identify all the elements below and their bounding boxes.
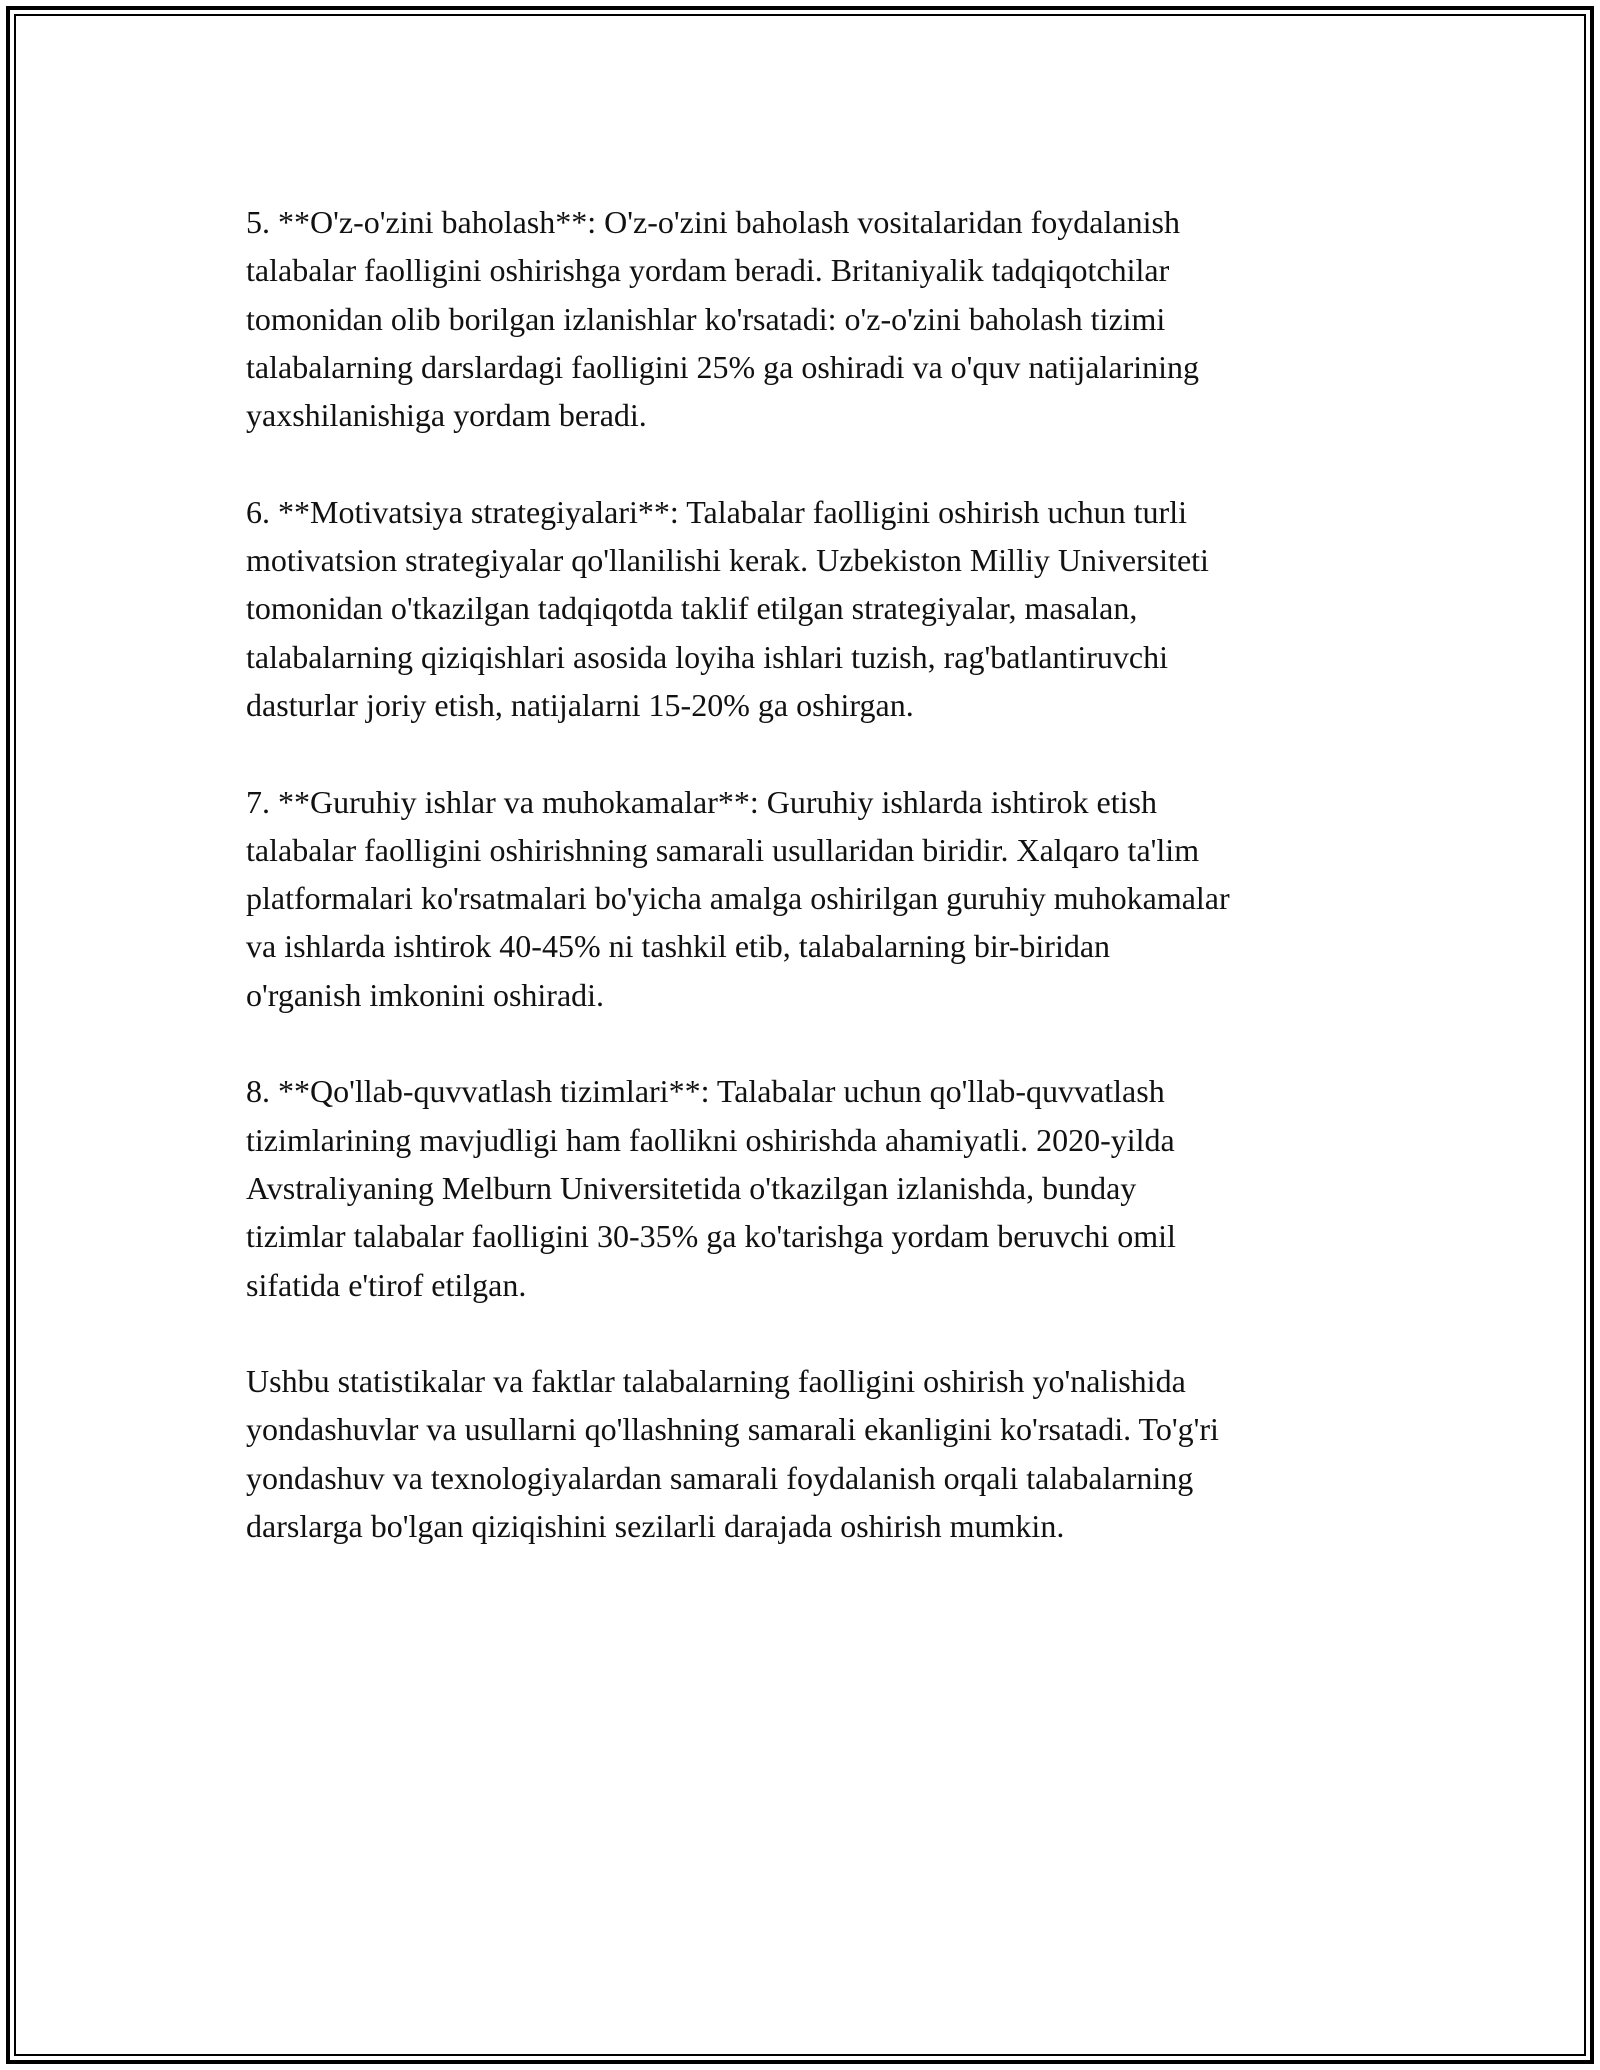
text-line: tomonidan o'tkazilgan tadqiqotda taklif etilgan strategiyalar, masalan, — [246, 590, 1138, 627]
paragraph-support-systems — [246, 1067, 1396, 1308]
document-body — [246, 198, 1396, 1599]
paragraph-self-assessment — [246, 198, 1396, 439]
text-line: Avstraliyaning Melburn Universitetida o'tkazilgan izlanishda, bunday — [246, 1169, 1137, 1206]
text-line: 8. **Qo'llab-quvvatlash tizimlari**: Talabalar uchun qo'llab-quvvatlash — [246, 1073, 1165, 1110]
paragraph-motivation-strategies — [246, 488, 1396, 729]
text-line: o'rganish imkonini oshiradi. — [246, 976, 605, 1013]
text-line: talabalar faolligini oshirishning samarali usullaridan biridir. Xalqaro ta'lim — [246, 831, 1200, 868]
page-frame — [6, 6, 1594, 2064]
text-line: 7. **Guruhiy ishlar va muhokamalar**: Guruhiy ishlarda ishtirok etish — [246, 783, 1157, 820]
text-line: darslarga bo'lgan qiziqishini sezilarli darajada oshirish mumkin. — [246, 1508, 1065, 1545]
text-line: Ushbu statistikalar va faktlar talabalarning faolligini oshirish yo'nalishida — [246, 1363, 1186, 1400]
text-line: tomonidan olib borilgan izlanishlar ko'rsatadi: o'z-o'zini baholash tizimi — [246, 300, 1166, 337]
text-line: platformalari ko'rsatmalari bo'yicha amalga oshirilgan guruhiy muhokamalar — [246, 880, 1230, 917]
text-line: talabalarning darslardagi faolligini 25% ga oshiradi va o'quv natijalarining — [246, 348, 1200, 385]
text-line: dasturlar joriy etish, natijalarni 15-20% ga oshirgan. — [246, 686, 914, 723]
text-line: tizimlar talabalar faolligini 30-35% ga ko'tarishga yordam beruvchi omil — [246, 1218, 1176, 1255]
paragraph-group-work — [246, 778, 1396, 1019]
text-line: va ishlarda ishtirok 40-45% ni tashkil etib, talabalarning bir-biridan — [246, 928, 1111, 965]
text-line: yondashuv va texnologiyalardan samarali foydalanish orqali talabalarning — [246, 1459, 1194, 1496]
text-line: tizimlarining mavjudligi ham faollikni oshirishda ahamiyatli. 2020-yilda — [246, 1121, 1175, 1158]
text-line: yondashuvlar va usullarni qo'llashning samarali ekanligini ko'rsatadi. To'g'ri — [246, 1411, 1219, 1448]
text-line: sifatida e'tirof etilgan. — [246, 1266, 527, 1303]
text-line: talabalar faolligini oshirishga yordam beradi. Britaniyalik tadqiqotchilar — [246, 252, 1170, 289]
text-line: yaxshilanishiga yordam beradi. — [246, 397, 647, 434]
text-line: 5. **O'z-o'zini baholash**: O'z-o'zini baholash vositalaridan foydalanish — [246, 204, 1180, 240]
text-line: motivatsion strategiyalar qo'llanilishi kerak. Uzbekiston Milliy Universiteti — [246, 542, 1209, 579]
text-line: 6. **Motivatsiya strategiyalari**: Talabalar faolligini oshirish uchun turli — [246, 493, 1187, 530]
paragraph-conclusion — [246, 1357, 1396, 1550]
text-line: talabalarning qiziqishlari asosida loyiha ishlari tuzish, rag'batlantiruvchi — [246, 638, 1168, 675]
